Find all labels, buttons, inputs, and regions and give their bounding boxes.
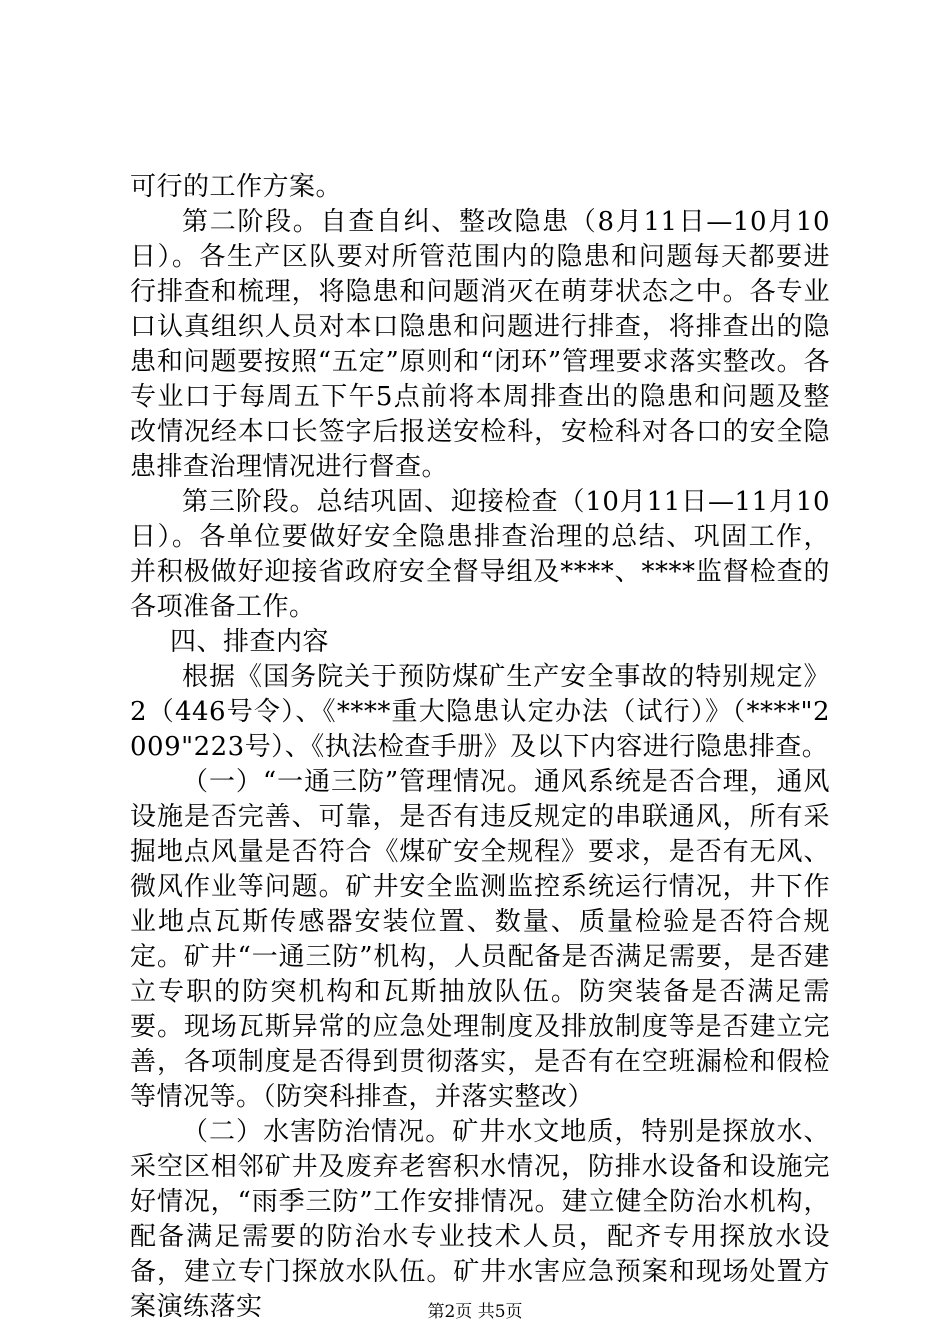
paragraph-basis: 根据《国务院关于预防煤矿生产安全事故的特别规定》2（446号令）、《****重大隐患认定办法（试行）》（****"2009"223号）、《执法检查手册》及以下内容进行隐患排查。 <box>130 662 830 762</box>
paragraph-water-hazard: （二）水害防治情况。矿井水文地质，特别是探放水、采空区相邻矿井及废弃老窖积水情况，防排水设备和设施完好情况，“雨季三防”工作安排情况。建立健全防治水机构，配备满足需要的防治水专业技术人员，配齐专用探放水设备，建立专门探放水队伍。矿井水害应急预案和现场处置方案演练落实 <box>130 1117 830 1322</box>
page-footer: 第2页 共5页 <box>427 1302 523 1322</box>
paragraph-ventilation: （一）“一通三防”管理情况。通风系统是否合理，通风设施是否完善、可靠，是否有违反规定的串联通风，所有采掘地点风量是否符合《煤矿安全规程》要求，是否有无风、微风作业等问题。矿井安全监测监控系统运行情况，井下作业地点瓦斯传感器安装位置、数量、质量检验是否符合规定。矿井“一通三防”机构，人员配备是否满足需要，是否建立专职的防突机构和瓦斯抽放队伍。防突装备是否满足需要。现场瓦斯异常的应急处理制度及排放制度等是否建立完善，各项制度是否得到贯彻落实，是否有在空班漏检和假检等情况等。（防突科排查，并落实整改） <box>130 767 830 1112</box>
paragraph-continuation: 可行的工作方案。 <box>130 172 343 202</box>
paragraph-stage-three: 第三阶段。总结巩固、迎接检查（10月11日—11月10日）。各单位要做好安全隐患排查治理的总结、巩固工作，并积极做好迎接省政府安全督导组及****、****监督检查的各项准备工作。 <box>130 487 830 622</box>
paragraph-stage-two: 第二阶段。自查自纠、整改隐患（8月11日—10月10日）。各生产区队要对所管范围内的隐患和问题每天都要进行排查和梳理，将隐患和问题消灭在萌芽状态之中。各专业口认真组织人员对本口隐患和问题进行排查，将排查出的隐患和问题要按照“五定”原则和“闭环”管理要求落实整改。各专业口于每周五下午5点前将本周排查出的隐患和问题及整改情况经本口长签字后报送安检科，安检科对各口的安全隐患排查治理情况进行督查。 <box>130 207 830 482</box>
document-body <box>130 170 830 1325</box>
section-heading-inspection-content: 四、排查内容 <box>170 627 330 657</box>
